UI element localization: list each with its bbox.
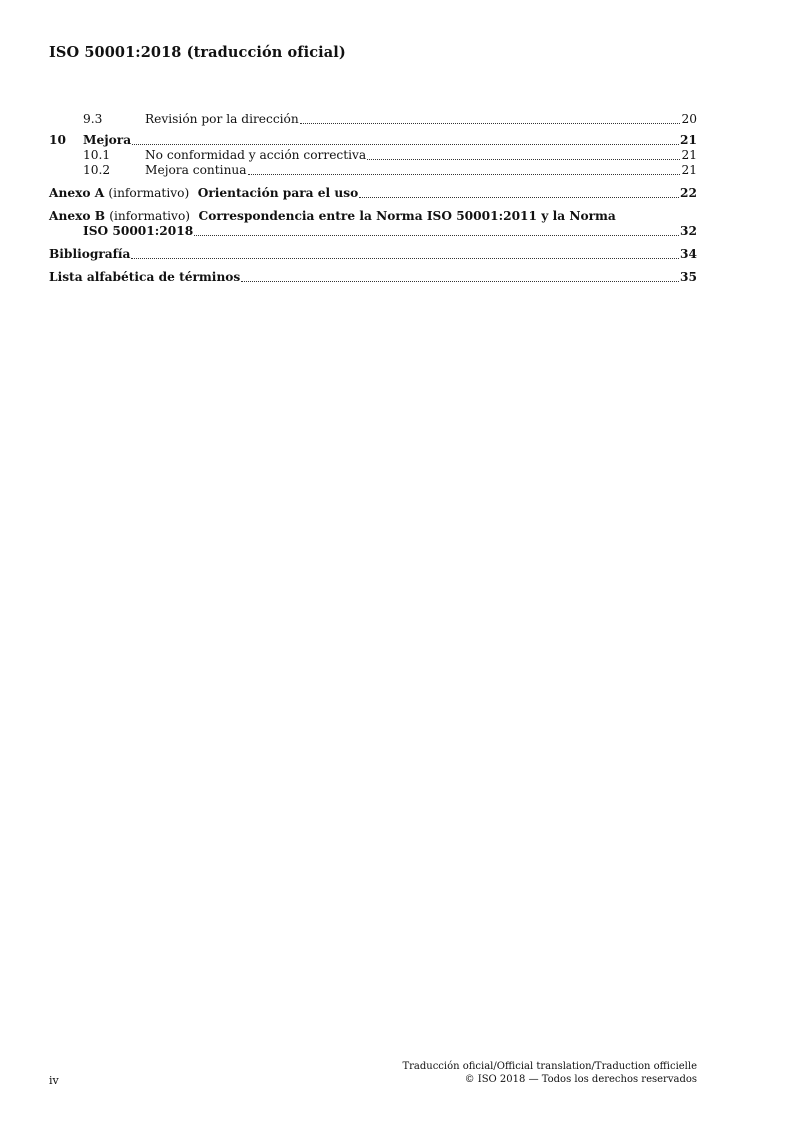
toc-entry-terms-index[interactable]: [49, 270, 697, 285]
toc-entry-title-line1: Correspondencia entre la Norma ISO 50001:2011 y la Norma: [198, 209, 616, 223]
toc-entry-page: 35: [680, 270, 697, 284]
annex-label: Anexo B: [49, 209, 106, 223]
toc-entry-10-2[interactable]: [49, 163, 697, 178]
toc-entry-title: Mejora continua: [145, 163, 247, 177]
dot-leader: [194, 234, 679, 236]
page-number: iv: [49, 1074, 59, 1087]
toc-entry-annex-b[interactable]: [49, 209, 697, 239]
dot-leader: [359, 196, 679, 198]
toc-entry-number: 9.3: [83, 112, 103, 126]
toc-entry-10[interactable]: [49, 133, 697, 148]
dot-leader: [131, 257, 679, 259]
toc-entry-title: No conformidad y acción correctiva: [145, 148, 367, 162]
copyright-notice: © ISO 2018 — Todos los derechos reservados: [464, 1074, 697, 1085]
toc-entry-number: 10: [49, 133, 66, 147]
toc-entry-annex-a[interactable]: [49, 186, 697, 201]
toc-entry-page: 22: [680, 186, 697, 200]
toc-entry-title: Bibliografía: [49, 247, 131, 261]
toc-entry-title: Mejora: [83, 133, 132, 147]
toc-entry-title: Orientación para el uso: [197, 186, 359, 200]
toc-entry-number: 10.1: [83, 148, 111, 162]
dot-leader: [300, 122, 680, 124]
toc-entry-page: 21: [680, 133, 697, 147]
page-footer: [49, 1060, 697, 1086]
toc-entry-number: 10.2: [83, 163, 111, 177]
annex-type: (informativo): [108, 186, 190, 200]
toc-entry-page: 32: [680, 224, 697, 238]
toc-entry-page: 21: [681, 148, 697, 162]
toc-entry-page: 20: [681, 112, 697, 126]
dot-leader: [367, 158, 680, 160]
toc-entry-title-line2: ISO 50001:2018: [83, 224, 194, 238]
dot-leader: [241, 280, 679, 282]
dot-leader: [248, 173, 680, 175]
annex-type: (informativo): [109, 209, 191, 223]
page-header-title: ISO 50001:2018 (traducción oficial): [49, 44, 346, 61]
annex-label: Anexo A: [49, 186, 105, 200]
table-of-contents: [49, 112, 697, 285]
toc-entry-10-1[interactable]: [49, 148, 697, 163]
toc-entry-9-3[interactable]: [49, 112, 697, 127]
dot-leader: [132, 143, 679, 145]
translation-notice: Traducción oficial/Official translation/Traduction officielle: [402, 1061, 697, 1072]
toc-entry-title: Lista alfabética de términos: [49, 270, 241, 284]
toc-entry-bibliography[interactable]: [49, 247, 697, 262]
toc-entry-page: 21: [681, 163, 697, 177]
toc-entry-page: 34: [680, 247, 697, 261]
toc-entry-title: Revisión por la dirección: [145, 112, 299, 126]
